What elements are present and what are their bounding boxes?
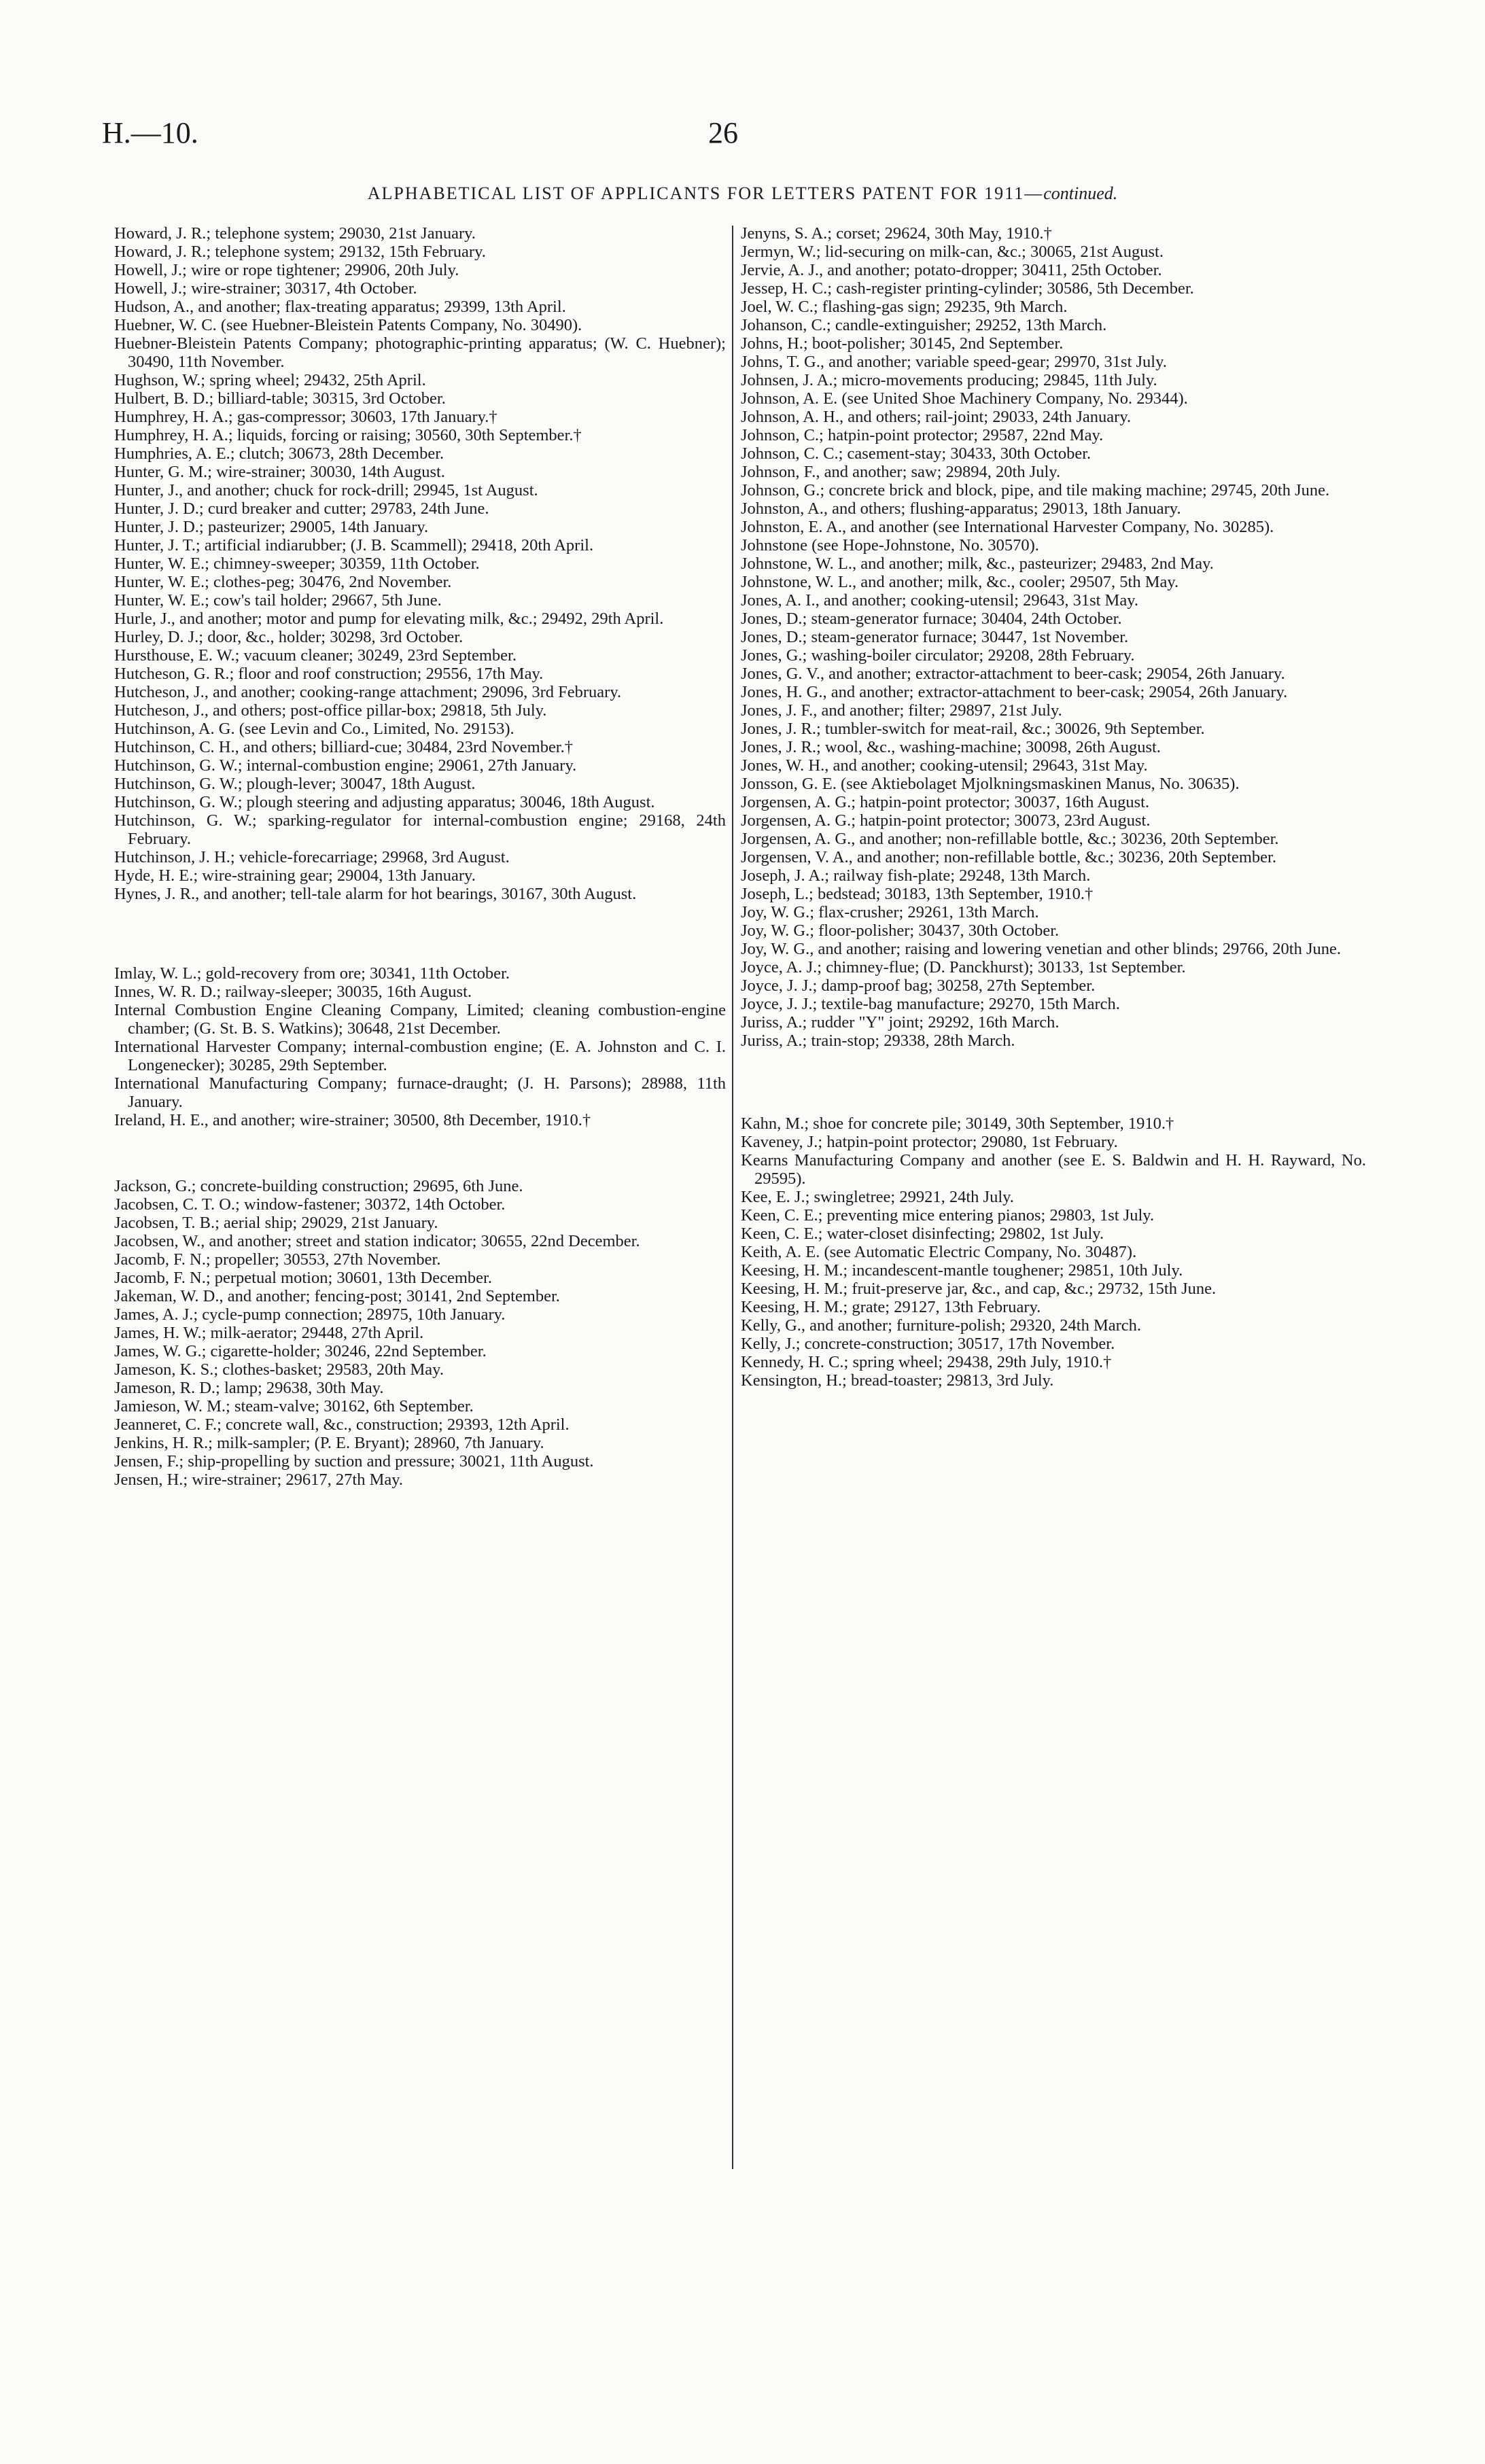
- index-entry: Johns, H.; boot-polisher; 30145, 2nd September.: [741, 334, 1064, 353]
- section-h: [114, 224, 726, 903]
- index-entry: Howard, J. R.; telephone system; 29132, 15th February.: [114, 243, 486, 261]
- page-number: 26: [708, 116, 738, 149]
- column-divider: [732, 226, 733, 2169]
- index-entry: Hutcheson, J., and others; post-office pillar-box; 29818, 5th July.: [114, 701, 547, 720]
- index-entry: Jenyns, S. A.; corset; 29624, 30th May, 1910.†: [741, 224, 1052, 243]
- index-entry: Hutcheson, J., and another; cooking-range attachment; 29096, 3rd February.: [114, 683, 622, 701]
- index-entry: Johnstone, W. L., and another; milk, &c., pasteurizer; 29483, 2nd May.: [741, 555, 1214, 573]
- index-entry: Hulbert, B. D.; billiard-table; 30315, 3rd October.: [114, 389, 446, 408]
- title-text: ALPHABETICAL LIST OF APPLICANTS FOR LETTERS PATENT FOR 1911—: [367, 183, 1044, 203]
- index-entry: Johnston, E. A., and another (see International Harvester Company, No. 30285).: [741, 518, 1274, 536]
- index-entry: Hyde, H. E.; wire-straining gear; 29004, 13th January.: [114, 866, 476, 885]
- index-entry: James, A. J.; cycle-pump connection; 28975, 10th January.: [114, 1305, 506, 1324]
- index-entry: Keen, C. E.; preventing mice entering pianos; 29803, 1st July.: [741, 1206, 1155, 1225]
- index-entry: Howell, J.; wire or rope tightener; 29906, 20th July.: [114, 261, 459, 279]
- index-entry: Kennedy, H. C.; spring wheel; 29438, 29th July, 1910.†: [741, 1353, 1112, 1371]
- index-entry: International Harvester Company; internal-combustion engine; (E. A. Johnston and C. I. Longenecker); 30285, 29th September.: [114, 1038, 726, 1074]
- index-entry: Howell, J.; wire-strainer; 30317, 4th October.: [114, 279, 417, 298]
- section-j: [114, 1177, 726, 1489]
- section-k: [741, 1114, 1366, 1390]
- index-entry: Joy, W. G., and another; raising and lowering venetian and other blinds; 29766, 20th June.: [741, 940, 1341, 958]
- index-entry: Huebner-Bleistein Patents Company; photographic-printing apparatus; (W. C. Huebner); 30490, 11th November.: [114, 334, 726, 371]
- index-entry: Johnsen, J. A.; micro-movements producing; 29845, 11th July.: [741, 371, 1157, 389]
- index-entry: James, W. G.; cigarette-holder; 30246, 22nd September.: [114, 1342, 487, 1360]
- index-entry: Joy, W. G.; flax-crusher; 29261, 13th March.: [741, 903, 1039, 921]
- index-entry: Johnson, F., and another; saw; 29894, 20th July.: [741, 463, 1061, 481]
- index-entry: Hutchinson, J. H.; vehicle-forecarriage; 29968, 3rd August.: [114, 848, 510, 866]
- index-entry: Jones, D.; steam-generator furnace; 30447, 1st November.: [741, 628, 1129, 646]
- index-entry: Keesing, H. M.; fruit-preserve jar, &c., and cap, &c.; 29732, 15th June.: [741, 1280, 1217, 1298]
- index-entry: Jones, J. F., and another; filter; 29897, 21st July.: [741, 701, 1062, 720]
- index-entry: Hunter, J. T.; artificial indiarubber; (J. B. Scammell); 29418, 20th April.: [114, 536, 594, 555]
- index-entry: Kelly, G., and another; furniture-polish; 29320, 24th March.: [741, 1316, 1142, 1335]
- index-entry: Humphrey, H. A.; liquids, forcing or raising; 30560, 30th September.†: [114, 426, 582, 444]
- index-entry: Hynes, J. R., and another; tell-tale alarm for hot bearings, 30167, 30th August.: [114, 885, 637, 903]
- index-entry: Johns, T. G., and another; variable speed-gear; 29970, 31st July.: [741, 353, 1167, 371]
- index-entry: Imlay, W. L.; gold-recovery from ore; 30341, 11th October.: [114, 964, 510, 983]
- section-spacer: [114, 903, 726, 964]
- index-entry: Jermyn, W.; lid-securing on milk-can, &c.; 30065, 21st August.: [741, 243, 1164, 261]
- index-entry: Jones, D.; steam-generator furnace; 30404, 24th October.: [741, 610, 1122, 628]
- index-entry: Hunter, W. E.; cow's tail holder; 29667, 5th June.: [114, 591, 442, 610]
- index-entry: Johnson, A. E. (see United Shoe Machinery Company, No. 29344).: [741, 389, 1188, 408]
- index-entry: Jorgensen, A. G., and another; non-refillable bottle, &c.; 30236, 20th September.: [741, 830, 1279, 848]
- index-entry: Hunter, J. D.; curd breaker and cutter; 29783, 24th June.: [114, 499, 489, 518]
- index-entry: Jorgensen, V. A., and another; non-refillable bottle, &c.; 30236, 20th September.: [741, 848, 1276, 866]
- index-entry: Hughson, W.; spring wheel; 29432, 25th April.: [114, 371, 426, 389]
- index-entry: Hunter, W. E.; clothes-peg; 30476, 2nd November.: [114, 573, 452, 591]
- index-entry: Joyce, J. J.; damp-proof bag; 30258, 27th September.: [741, 976, 1096, 995]
- right-column: [741, 224, 1366, 1390]
- index-entry: Johnstone, W. L., and another; milk, &c., cooler; 29507, 5th May.: [741, 573, 1179, 591]
- index-entry: Joseph, J. A.; railway fish-plate; 29248, 13th March.: [741, 866, 1091, 885]
- index-entry: Hutchinson, G. W.; sparking-regulator for internal-combustion engine; 29168, 24th February.: [114, 811, 726, 848]
- index-entry: Jones, G.; washing-boiler circulator; 29208, 28th February.: [741, 646, 1135, 665]
- index-entry: Jenkins, H. R.; milk-sampler; (P. E. Bryant); 28960, 7th January.: [114, 1434, 544, 1452]
- index-entry: Jameson, K. S.; clothes-basket; 29583, 20th May.: [114, 1360, 444, 1379]
- index-entry: Jeanneret, C. F.; concrete wall, &c., construction; 29393, 12th April.: [114, 1415, 570, 1434]
- index-entry: Jamieson, W. M.; steam-valve; 30162, 6th September.: [114, 1397, 474, 1415]
- index-entry: Jacobsen, C. T. O.; window-fastener; 30372, 14th October.: [114, 1195, 506, 1214]
- index-entry: Howard, J. R.; telephone system; 29030, 21st January.: [114, 224, 476, 243]
- index-entry: Hunter, J. D.; pasteurizer; 29005, 14th January.: [114, 518, 429, 536]
- index-entry: Jones, J. R.; wool, &c., washing-machine; 30098, 26th August.: [741, 738, 1161, 756]
- index-entry: Keesing, H. M.; incandescent-mantle toughener; 29851, 10th July.: [741, 1261, 1183, 1280]
- index-entry: James, H. W.; milk-aerator; 29448, 27th April.: [114, 1324, 424, 1342]
- index-entry: Juriss, A.; rudder "Y" joint; 29292, 16th March.: [741, 1013, 1060, 1032]
- index-entry: Jessep, H. C.; cash-register printing-cylinder; 30586, 5th December.: [741, 279, 1194, 298]
- index-entry: Hurle, J., and another; motor and pump for elevating milk, &c.; 29492, 29th April.: [114, 610, 664, 628]
- index-entry: Hunter, G. M.; wire-strainer; 30030, 14th August.: [114, 463, 445, 481]
- index-entry: Joseph, L.; bedstead; 30183, 13th September, 1910.†: [741, 885, 1094, 903]
- index-entry: Joyce, A. J.; chimney-flue; (D. Panckhurst); 30133, 1st September.: [741, 958, 1186, 976]
- index-entry: Hutchinson, G. W.; plough-lever; 30047, 18th August.: [114, 775, 476, 793]
- index-entry: Joel, W. C.; flashing-gas sign; 29235, 9th March.: [741, 298, 1068, 316]
- index-entry: Kearns Manufacturing Company and another (see E. S. Baldwin and H. H. Rayward, No. 29595).: [741, 1151, 1366, 1188]
- index-entry: Huebner, W. C. (see Huebner-Bleistein Patents Company, No. 30490).: [114, 316, 582, 334]
- index-entry: Keen, C. E.; water-closet disinfecting; 29802, 1st July.: [741, 1225, 1104, 1243]
- index-entry: Jervie, A. J., and another; potato-dropper; 30411, 25th October.: [741, 261, 1162, 279]
- section-spacer: [741, 1050, 1366, 1114]
- index-entry: Joyce, J. J.; textile-bag manufacture; 29270, 15th March.: [741, 995, 1120, 1013]
- index-entry: Humphrey, H. A.; gas-compressor; 30603, 17th January.†: [114, 408, 497, 426]
- section-i: [114, 964, 726, 1129]
- index-entry: Jacomb, F. N.; propeller; 30553, 27th November.: [114, 1250, 441, 1269]
- index-entry: Johnson, G.; concrete brick and block, pipe, and tile making machine; 29745, 20th June.: [741, 481, 1330, 499]
- index-entry: Johnstone (see Hope-Johnstone, No. 30570).: [741, 536, 1039, 555]
- index-entry: Kensington, H.; bread-toaster; 29813, 3rd July.: [741, 1371, 1054, 1390]
- index-entry: Jackson, G.; concrete-building construction; 29695, 6th June.: [114, 1177, 523, 1195]
- index-entry: International Manufacturing Company; furnace-draught; (J. H. Parsons); 28988, 11th January.: [114, 1074, 726, 1111]
- index-entry: Hutcheson, G. R.; floor and roof construction; 29556, 17th May.: [114, 665, 544, 683]
- index-entry: Johnson, A. H., and others; rail-joint; 29033, 24th January.: [741, 408, 1132, 426]
- index-entry: Kee, E. J.; swingletree; 29921, 24th July.: [741, 1188, 1014, 1206]
- index-entry: Jorgensen, A. G.; hatpin-point protector; 30073, 23rd August.: [741, 811, 1151, 830]
- section-j-continued: [741, 224, 1366, 1050]
- page-title: [0, 183, 1485, 204]
- index-entry: Ireland, H. E., and another; wire-strainer; 30500, 8th December, 1910.†: [114, 1111, 591, 1129]
- index-entry: Jones, G. V., and another; extractor-attachment to beer-cask; 29054, 26th January.: [741, 665, 1285, 683]
- index-entry: Jones, H. G., and another; extractor-attachment to beer-cask; 29054, 26th January.: [741, 683, 1288, 701]
- index-entry: Jensen, H.; wire-strainer; 29617, 27th May.: [114, 1471, 404, 1489]
- document-reference: H.—10.: [102, 116, 198, 149]
- index-entry: Kelly, J.; concrete-construction; 30517, 17th November.: [741, 1335, 1115, 1353]
- index-entry: Jacobsen, T. B.; aerial ship; 29029, 21st January.: [114, 1214, 438, 1232]
- index-entry: Hursthouse, E. W.; vacuum cleaner; 30249, 23rd September.: [114, 646, 517, 665]
- index-entry: Humphries, A. E.; clutch; 30673, 28th December.: [114, 444, 444, 463]
- index-entry: Johnson, C. C.; casement-stay; 30433, 30th October.: [741, 444, 1091, 463]
- index-entry: Johanson, C.; candle-extinguisher; 29252, 13th March.: [741, 316, 1107, 334]
- index-entry: Jensen, F.; ship-propelling by suction and pressure; 30021, 11th August.: [114, 1452, 594, 1471]
- index-entry: Jorgensen, A. G.; hatpin-point protector; 30037, 16th August.: [741, 793, 1150, 811]
- index-entry: Hunter, W. E.; chimney-sweeper; 30359, 11th October.: [114, 555, 480, 573]
- index-entry: Hutchinson, C. H., and others; billiard-cue; 30484, 23rd November.†: [114, 738, 573, 756]
- index-entry: Johnston, A., and others; flushing-apparatus; 29013, 18th January.: [741, 499, 1181, 518]
- index-entry: Hutchinson, G. W.; plough steering and adjusting apparatus; 30046, 18th August.: [114, 793, 655, 811]
- index-entry: Hunter, J., and another; chuck for rock-drill; 29945, 1st August.: [114, 481, 538, 499]
- index-entry: Hurley, D. J.; door, &c., holder; 30298, 3rd October.: [114, 628, 464, 646]
- index-entry: Jakeman, W. D., and another; fencing-post; 30141, 2nd September.: [114, 1287, 560, 1305]
- index-entry: Jameson, R. D.; lamp; 29638, 30th May.: [114, 1379, 384, 1397]
- index-entry: Kahn, M.; shoe for concrete pile; 30149, 30th September, 1910.†: [741, 1114, 1174, 1133]
- index-entry: Hudson, A., and another; flax-treating apparatus; 29399, 13th April.: [114, 298, 566, 316]
- index-entry: Hutchinson, G. W.; internal-combustion engine; 29061, 27th January.: [114, 756, 577, 775]
- index-entry: Kaveney, J.; hatpin-point protector; 29080, 1st February.: [741, 1133, 1118, 1151]
- index-entry: Joy, W. G.; floor-polisher; 30437, 30th October.: [741, 921, 1060, 940]
- index-entry: Jones, A. I., and another; cooking-utensil; 29643, 31st May.: [741, 591, 1138, 610]
- section-spacer: [114, 1129, 726, 1177]
- index-entry: Internal Combustion Engine Cleaning Company, Limited; cleaning combustion-engine chamber; (G. St. B. S. Watkins); 30648, 21st December.: [114, 1001, 726, 1038]
- title-continued: continued.: [1043, 183, 1118, 203]
- index-entry: Jacomb, F. N.; perpetual motion; 30601, 13th December.: [114, 1269, 492, 1287]
- index-entry: Keith, A. E. (see Automatic Electric Company, No. 30487).: [741, 1243, 1137, 1261]
- index-entry: Jonsson, G. E. (see Aktiebolaget Mjolkningsmaskinen Manus, No. 30635).: [741, 775, 1240, 793]
- index-entry: Jones, W. H., and another; cooking-utensil; 29643, 31st May.: [741, 756, 1148, 775]
- index-entry: Jacobsen, W., and another; street and station indicator; 30655, 22nd December.: [114, 1232, 640, 1250]
- left-column: [114, 224, 726, 1489]
- index-entry: Keesing, H. M.; grate; 29127, 13th February.: [741, 1298, 1041, 1316]
- index-entry: Juriss, A.; train-stop; 29338, 28th March.: [741, 1032, 1015, 1050]
- index-entry: Johnson, C.; hatpin-point protector; 29587, 22nd May.: [741, 426, 1104, 444]
- index-entry: Hutchinson, A. G. (see Levin and Co., Limited, No. 29153).: [114, 720, 514, 738]
- index-entry: Jones, J. R.; tumbler-switch for meat-rail, &c.; 30026, 9th September.: [741, 720, 1205, 738]
- index-entry: Innes, W. R. D.; railway-sleeper; 30035, 16th August.: [114, 983, 472, 1001]
